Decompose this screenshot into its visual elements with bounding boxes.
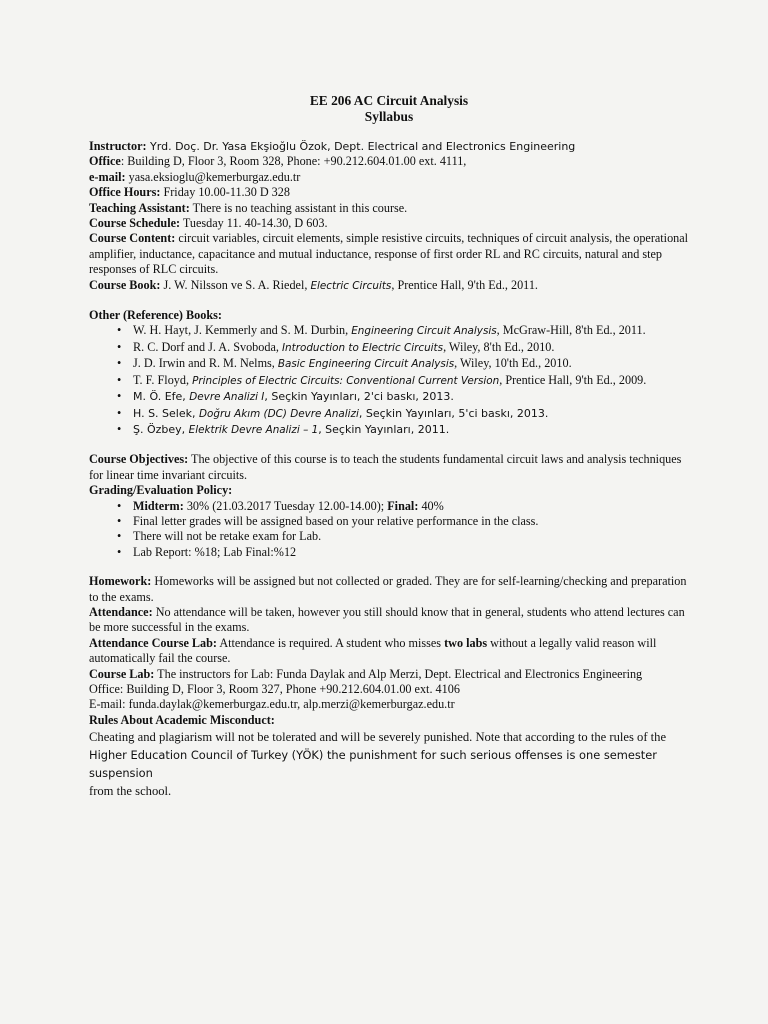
bullet-icon: •: [117, 339, 122, 354]
lab-email-line: E-mail: funda.daylak@kemerburgaz.edu.tr, alp.merzi@kemerburgaz.edu.tr: [89, 697, 455, 712]
book-title: Principles of Electric Circuits: Conventional Current Version: [192, 374, 500, 387]
book-title: Doğru Akım (DC) Devre Analizi: [198, 407, 359, 420]
bullet-icon: •: [117, 529, 122, 544]
list-item: [89, 340, 689, 356]
attendance-lab-value-end: without a legally valid reason will automatically fail the course.: [89, 635, 657, 666]
attendance-lab-line: [89, 636, 689, 667]
rules-heading: [89, 713, 689, 728]
attendance-value: No attendance will be taken, however you still should know that in general, students who attend lectures can be more successful in the exams.: [89, 604, 685, 635]
rules-line-1: Cheating and plagiarism will not be tolerated and will be severely punished. Note that according to the rules of the: [89, 730, 667, 745]
reference-books-heading: [89, 308, 689, 323]
book-publisher: , Seçkin Yayınları, 5'ci baskı, 2013.: [358, 406, 549, 420]
bullet-icon: •: [117, 372, 122, 387]
course-lab-line: [89, 667, 689, 682]
course-lab-value: The instructors for Lab: Funda Daylak and Alp Merzi, Dept. Electrical and Electronics Engineering: [154, 666, 643, 681]
rules-line-2: Higher Education Council of Turkey (YÖK) the punishment for such serious offenses is one semester suspension: [89, 748, 657, 781]
attendance-lab-label: Attendance Course Lab:: [89, 635, 217, 650]
book-authors: W. H. Hayt, J. Kemmerly and S. M. Durbin,: [133, 323, 352, 338]
book-title: Engineering Circuit Analysis: [351, 325, 497, 338]
office-value: : Building D, Floor 3, Room 328, Phone: +90.212.604.01.00 ext. 4111,: [120, 154, 467, 169]
list-item: [89, 323, 689, 339]
schedule-line: [89, 216, 689, 231]
page-subtitle: Syllabus: [364, 109, 414, 124]
course-book-title: Electric Circuits: [310, 279, 392, 292]
office-label: Office: [89, 154, 121, 169]
list-item: [89, 422, 689, 438]
course-book-authors: J. W. Nilsson ve S. A. Riedel,: [160, 277, 311, 292]
list-item: [89, 529, 689, 544]
final-value: 40%: [418, 498, 444, 513]
email-value: yasa.eksioglu@kemerburgaz.edu.tr: [125, 169, 301, 184]
book-publisher: , Seçkin Yayınları, 2'ci baskı, 2013.: [264, 390, 454, 404]
office-line: [89, 154, 689, 169]
bullet-icon: •: [117, 389, 122, 404]
schedule-value: Tuesday 11. 40-14.30, D 603.: [180, 216, 328, 231]
book-publisher: , Seçkin Yayınları, 2011.: [318, 422, 450, 436]
instructor-value: Yrd. Doç. Dr. Yasa Ekşioğlu Özok, Dept. Electrical and Electronics Engineering: [146, 140, 576, 153]
course-lab-label: Course Lab:: [89, 666, 155, 681]
bullet-icon: •: [117, 356, 122, 371]
ta-value: There is no teaching assistant in this course.: [189, 200, 408, 215]
bullet-icon: •: [117, 323, 122, 338]
book-publisher: , Wiley, 10'th Ed., 2010.: [454, 356, 572, 371]
homework-line: [89, 574, 689, 605]
list-item: [89, 545, 689, 560]
book-title: Introduction to Electric Circuits: [281, 341, 444, 354]
attendance-lab-emphasis: two labs: [444, 635, 488, 650]
objectives-value: The objective of this course is to teach the students fundamental circuit laws and analysis techniques for linear time invariant circuits.: [89, 452, 682, 482]
book-title: Elektrik Devre Analizi – 1: [188, 423, 319, 436]
rules-heading-text: Rules About Academic Misconduct:: [89, 712, 275, 727]
content-label: Course Content:: [89, 231, 176, 246]
list-item: [89, 373, 689, 389]
office-hours-line: [89, 185, 689, 200]
bullet-icon: •: [117, 513, 122, 528]
course-book-publisher: , Prentice Hall, 9'th Ed., 2011.: [391, 277, 538, 292]
book-authors: R. C. Dorf and J. A. Svoboda,: [133, 339, 282, 354]
attendance-lab-value: Attendance is required. A student who misses: [216, 635, 445, 650]
grading-item-text: Final letter grades will be assigned based on your relative performance in the class.: [133, 513, 539, 528]
book-authors: M. Ö. Efe,: [133, 390, 190, 404]
objectives-label: Course Objectives:: [89, 452, 189, 467]
content-line: [89, 231, 689, 277]
grading-heading: [89, 483, 689, 498]
bullet-icon: •: [117, 544, 122, 559]
midterm-value: 30% (21.03.2017 Tuesday 12.00-14.00);: [183, 498, 388, 513]
email-line: [89, 170, 689, 185]
course-book-label: Course Book:: [89, 277, 161, 292]
book-authors: J. D. Irwin and R. M. Nelms,: [133, 356, 278, 371]
book-title: Basic Engineering Circuit Analysis: [277, 358, 455, 371]
instructor-label: Instructor:: [89, 139, 147, 153]
attendance-label: Attendance:: [89, 604, 153, 619]
homework-value: Homeworks will be assigned but not collected or graded. They are for self-learning/checking and preparation to the exams.: [89, 574, 687, 604]
grading-item-text: There will not be retake exam for Lab.: [133, 529, 322, 544]
content-value: circuit variables, circuit elements, simple resistive circuits, techniques of circuit analysis, the operational amplifier, inductance, capacitance and mutual inductance, response of first order RL and RC circuits, natural and step responses of RLC circuits.: [89, 231, 689, 277]
grading-item-text: Lab Report: %18; Lab Final:%12: [133, 544, 297, 559]
book-publisher: , Prentice Hall, 9'th Ed., 2009.: [499, 372, 647, 387]
grading-heading-text: Grading/Evaluation Policy:: [89, 483, 233, 498]
book-authors: T. F. Floyd,: [133, 372, 193, 387]
book-authors: Ş. Özbey,: [133, 422, 189, 436]
midterm-label: Midterm:: [133, 498, 184, 513]
office-hours-label: Office Hours:: [89, 185, 161, 200]
book-publisher: , McGraw-Hill, 8'th Ed., 2011.: [496, 323, 646, 338]
attendance-line: [89, 605, 689, 636]
course-book-line: [89, 278, 689, 294]
rules-line-3: from the school.: [89, 784, 172, 799]
list-item: [89, 389, 689, 405]
list-item: [89, 356, 689, 372]
ta-line: [89, 201, 689, 216]
list-item: [89, 499, 689, 514]
office-hours-value: Friday 10.00-11.30 D 328: [160, 185, 290, 200]
syllabus-body: [89, 93, 689, 800]
objectives-line: [89, 452, 689, 483]
grading-list: [89, 499, 689, 561]
final-label: Final:: [387, 498, 419, 513]
reference-books-heading-text: Other (Reference) Books:: [89, 308, 222, 323]
book-authors: H. S. Selek,: [133, 406, 199, 420]
lab-office-line: Office: Building D, Floor 3, Room 327, Phone +90.212.604.01.00 ext. 4106: [89, 682, 460, 696]
bullet-icon: •: [117, 421, 122, 436]
schedule-label: Course Schedule:: [89, 216, 181, 231]
instructor-line: [89, 139, 689, 154]
bullet-icon: •: [117, 498, 122, 513]
list-item: [89, 514, 689, 529]
list-item: [89, 406, 689, 422]
book-publisher: , Wiley, 8'th Ed., 2010.: [443, 339, 555, 354]
ta-label: Teaching Assistant:: [89, 200, 190, 215]
page-title: EE 206 AC Circuit Analysis: [309, 93, 469, 108]
reference-books-list: [89, 323, 689, 438]
bullet-icon: •: [117, 405, 122, 420]
homework-label: Homework:: [89, 574, 152, 589]
book-title: Devre Analizi I: [189, 391, 265, 404]
email-label: e-mail:: [89, 169, 126, 184]
